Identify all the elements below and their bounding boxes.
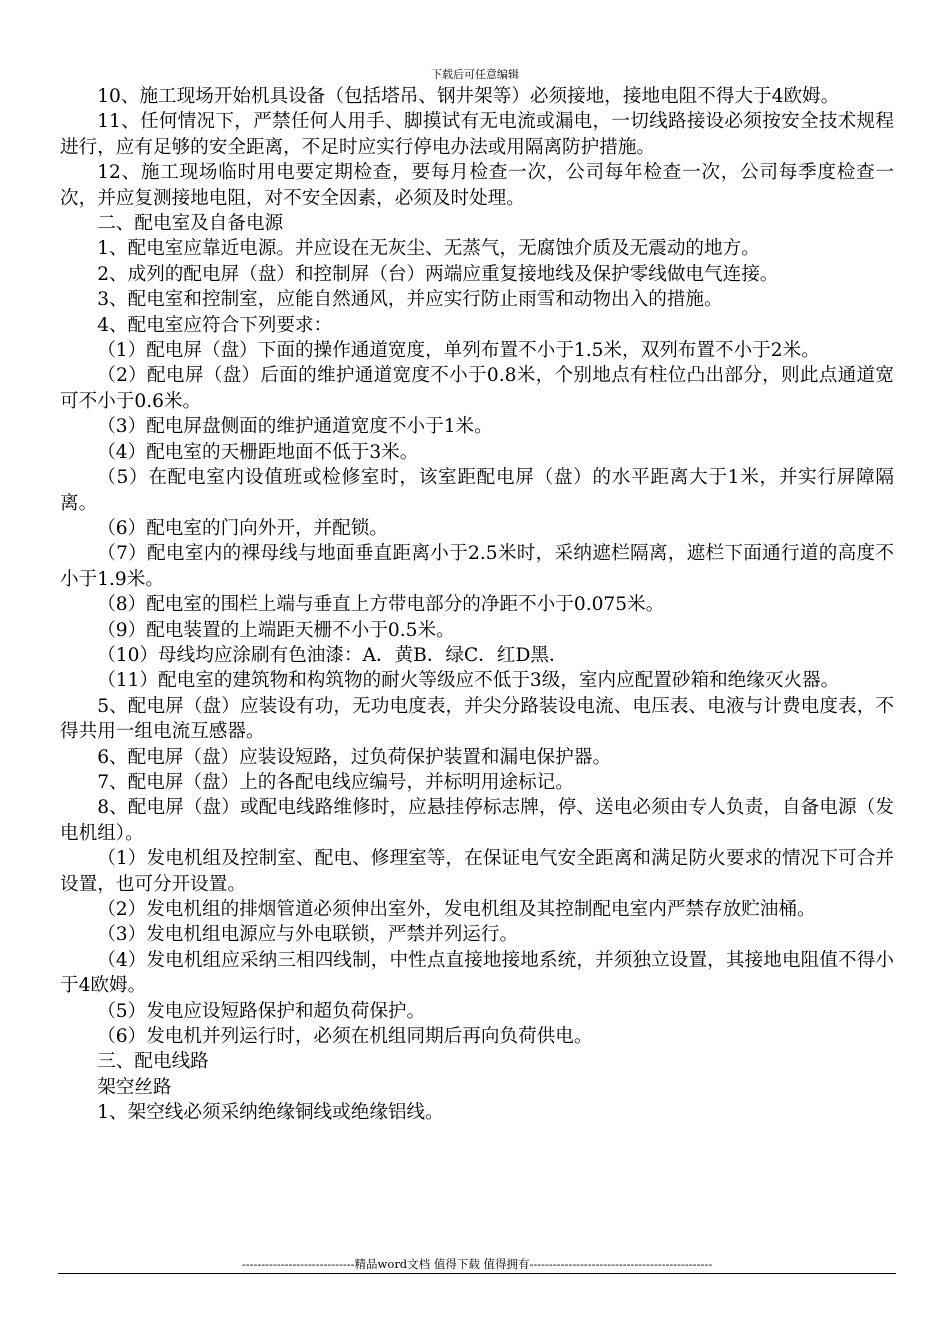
header-note: 下载后可任意编辑 xyxy=(431,68,519,81)
paragraph: 7、配电屏（盘）上的各配电线应编号，并标明用途标记。 xyxy=(97,771,574,793)
list-item: （7）配电室内的裸母线与地面垂直距离小于2.5米时，采纳遮栏隔离，遮栏下面通行道的高度不小于1.9米。 xyxy=(60,543,894,590)
subsection-heading: 架空丝路 xyxy=(97,1076,172,1098)
list-item: （9）配电装置的上端距天栅不小于0.5米。 xyxy=(97,619,455,641)
paragraph: 2、成列的配电屏（盘）和控制屏（台）两端应重复接地线及保护零线做电气连接。 xyxy=(97,263,779,285)
list-item: （8）配电室的围栏上端与垂直上方带电部分的净距不小于0.075米。 xyxy=(97,594,665,616)
footer-note: -----------------------------精品word文档 值得下载 值得拥有----------------------------------------------- xyxy=(241,1257,713,1271)
list-item: （5）发电应设短路保护和超负荷保护。 xyxy=(97,1000,426,1022)
section-heading: 三、配电线路 xyxy=(97,1051,209,1073)
list-item: （2）发电机组的排烟管道必须伸出室外，发电机组及其控制配电室内严禁存放贮油桶。 xyxy=(97,899,816,920)
paragraph: 6、配电屏（盘）应装设短路，过负荷保护装置和漏电保护器。 xyxy=(97,746,612,768)
document-body xyxy=(60,84,894,1126)
list-item: （10）母线均应涂刷有色油漆：A．黄B．绿C．红D黑． xyxy=(97,644,568,666)
paragraph: 4、配电室应符合下列要求： xyxy=(97,314,333,336)
list-item: （4）配电室的天栅距地面不低于3米。 xyxy=(97,441,419,463)
paragraph: 3、配电室和控制室，应能自然通风，并应实行防止雨雪和动物出入的措施。 xyxy=(97,289,723,311)
list-item: （1）配电屏（盘）下面的操作通道宽度，单列布置不小于1.5米，双列布置不小于2米。 xyxy=(97,340,820,362)
list-item: （4）发电机组应采纳三相四线制，中性点直接地接地系统，并须独立设置，其接地电阻值不得小于4欧姆。 xyxy=(60,949,894,997)
paragraph: 12、施工现场临时用电要定期检查，要每月检查一次，公司每年检查一次，公司每季度检查一次，并应复测接地电阻，对不安全因素，必须及时处理。 xyxy=(60,162,894,209)
list-item: （3）发电机组电源应与外电联锁，严禁并列运行。 xyxy=(97,924,519,946)
footer-divider xyxy=(58,1273,896,1274)
list-item: （6）发电机并列运行时，必须在机组同期后再向负荷供电。 xyxy=(97,1026,593,1048)
list-item: （11）配电室的建筑物和构筑物的耐火等级应不低于3级，室内应配置砂箱和绝缘灭火器。 xyxy=(97,670,840,692)
list-item: （1）发电机组及控制室、配电、修理室等，在保证电气安全距离和满足防火要求的情况下可合并设置，也可分开设置。 xyxy=(60,848,894,895)
list-item: （6）配电室的门向外开，并配锁。 xyxy=(97,517,388,539)
paragraph: 8、配电屏（盘）或配电线路维修时，应悬挂停标志牌，停、送电必须由专人负责，自备电源（发电机组）。 xyxy=(60,797,894,844)
paragraph: 5、配电屏（盘）应装设有功，无功电度表，并尖分路装设电流、电压表、电液与计费电度表，不得共用一组电流互感器。 xyxy=(60,695,894,743)
list-item: （5）在配电室内设值班或检修室时，该室距配电屏（盘）的水平距离大于1米，并实行屏障隔离。 xyxy=(60,467,894,514)
paragraph: 11、任何情况下，严禁任何人用手、脚摸试有无电流或漏电，一切线路接设必须按安全技术规程进行，应有足够的安全距离，不足时应实行停电办法或用隔离防护措施。 xyxy=(60,111,894,158)
paragraph: 1、架空线必须采纳绝缘铜线或绝缘铝线。 xyxy=(97,1102,444,1124)
section-heading: 二、配电室及自备电源 xyxy=(97,213,284,235)
paragraph: 1、配电室应靠近电源。并应设在无灰尘、无蒸气，无腐蚀介质及无震动的地方。 xyxy=(97,238,760,260)
paragraph: 10、施工现场开始机具设备（包括塔吊、钢井架等）必须接地，接地电阻不得大于4欧姆。 xyxy=(97,86,840,107)
list-item: （3）配电屏盘侧面的维护通道宽度不小于1米。 xyxy=(97,416,493,438)
list-item: （2）配电屏（盘）后面的维护通道宽度不小于0.8米，个别地点有柱位凸出部分，则此点通道宽可不小于0.6米。 xyxy=(60,365,894,412)
